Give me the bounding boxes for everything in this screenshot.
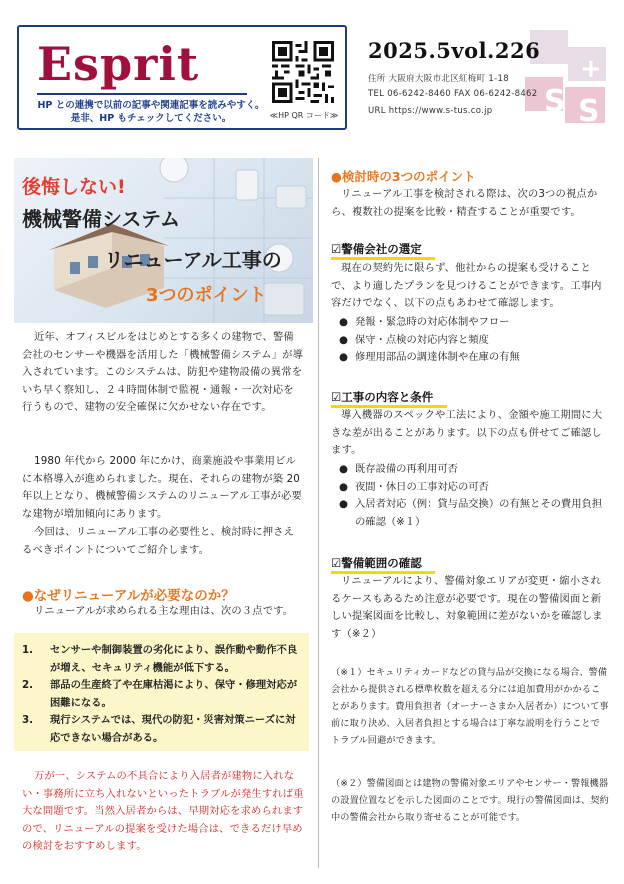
list-item (22, 712, 304, 747)
bullet-text: 既存設備の再利用可否 (355, 463, 458, 475)
hero-headline-4: 3つのポイント (146, 285, 267, 306)
bullet-text: 発報・緊急時の対応体制やフロー (355, 316, 510, 328)
s2-body: 導入機器のスペックや工法により、金額や施工期間に大きな差が出ることがあります。以下の点も併せてご確認します。 (331, 409, 603, 456)
bullet-text: 入居者対応（例：貸与品交換）の有無とその費用負担の確認（※１） (355, 498, 603, 528)
subsection-title: ☑警備会社の選定 (331, 242, 422, 256)
subsection-security-company (331, 241, 422, 257)
qr-code-icon[interactable] (272, 41, 334, 103)
subsection-coverage (331, 555, 422, 571)
s1-body: 現在の契約先に限らず、他社からの提案も受けることで、より適したプランを見つけることができます。工事内容だけでなく、以下の点もあわせて確認します。 (331, 262, 602, 309)
reasons-list (22, 642, 304, 747)
list-number: 3. (22, 714, 34, 726)
bullet-text: 夜間・休日の工事対応の可否 (355, 480, 489, 493)
svg-text:+: + (580, 54, 602, 84)
list-number: 1. (22, 644, 34, 656)
intro-paragraph-1: 近年、オフィスビルをはじめとする多くの建物で、警備会社のセンサーや機器を活用した「機械警備システム」が導入されています。このシステムは、防犯や建物設備の異常をいち早く察知し、２４時間体制で監視・通報・一次対応を行うもので、建物の安全確保に欠かせない存在です。 (22, 331, 304, 413)
s2-bullets (331, 461, 609, 531)
points-lead: リニューアル工事を検討される際は、次の3つの視点から、複数社の提案を比較・精査することが重要です。 (331, 188, 598, 218)
list-item: ● 発報・緊急時の対応体制やフロー (331, 314, 609, 332)
issue-number: 2025.5vol.226 (368, 38, 541, 63)
hero-headline-1: 後悔しない! (22, 176, 126, 198)
subsection-construction (331, 389, 433, 405)
tel-fax: TEL 06-6242-8460 FAX 06-6242-8462 (368, 89, 538, 99)
list-text: 現行システムでは、現代の防犯・災害対策ニーズに対応できない場合がある。 (50, 714, 296, 744)
website-url[interactable]: URL https://www.s-tus.co.jp (368, 106, 493, 116)
svg-text:S: S (578, 94, 600, 129)
header-note-line2: 是非、HP もチェックしてください。 (70, 113, 232, 124)
list-item: ● 既存設備の再利用可否 (331, 461, 609, 479)
s3-body: リニューアルにより、警備対象エリアが変更・縮小されるケースもあるため注意が必要です。現在の警備図面と新しい提案図面を比較し、対象範囲に差がないかを確認します（※２） (331, 575, 603, 640)
subsection-title: ☑警備範囲の確認 (331, 556, 422, 570)
list-item: ● 入居者対応（例：貸与品交換）の有無とその費用負担の確認（※１） (331, 496, 609, 531)
footnote-1: （※１）セキュリティカードなどの貸与品が交換になる場合、警備会社から提供される標準枚数を超える分には追加費用がかかることがあります。費用負担者（オーナーさまか入居者か）について事前に取り決め、入居者負担とする場合は丁寧な説明を行うことでトラブル回避ができます。 (331, 667, 609, 746)
list-number: 2. (22, 679, 34, 691)
list-item: ● 保守・点検の対応内容と頻度 (331, 332, 609, 350)
why-lead: リニューアルが求められる主な理由は、次の３点です。 (34, 605, 294, 617)
bullet-text: 保守・点検の対応内容と頻度 (355, 333, 489, 346)
svg-text:S: S (544, 84, 566, 119)
logo-underline (37, 93, 247, 95)
subsection-title: ☑工事の内容と条件 (331, 390, 434, 404)
points-heading: ●検討時の3つのポイント (331, 169, 476, 184)
bullet-text: 修理用部品の調達体制や在庫の有無 (355, 351, 520, 363)
masthead-box (17, 25, 347, 130)
logo: Esprit (37, 37, 200, 91)
list-text: センサーや制御装置の劣化により、誤作動や動作不良が増え、セキュリティ機能が低下する。 (50, 644, 298, 674)
intro-paragraph-3: 今回は、リニューアル工事の必要性と、検討時に押さえるべきポイントについてご紹介します。 (22, 526, 295, 556)
list-item: ● 夜間・休日の工事対応の可否 (331, 479, 609, 497)
hero-headline-2: 機械警備システム (22, 207, 180, 231)
list-item (22, 677, 304, 712)
list-item (22, 642, 304, 677)
list-text: 部品の生産終了や在庫枯渇により、保守・修理対応が困難になる。 (50, 679, 298, 709)
header-note (31, 99, 271, 125)
qr-label: ≪HP QR コード≫ (269, 111, 339, 120)
why-heading: ●なぜリニューアルが必要なのか？ (22, 588, 235, 604)
address: 住所 大阪府大阪市北区紅梅町 1-18 (368, 74, 509, 84)
hero-headline-3: リニューアル工事の (104, 248, 282, 272)
intro-paragraph-2: 1980 年代から 2000 年にかけ、商業施設や事業用ビルに本格導入が進められました。現在、それらの建物が築 20 年以上となり、機械警備システムのリニューアル工事が必要な建物が増加傾向にあります。 (22, 455, 302, 520)
s1-bullets (331, 314, 609, 367)
column-divider (318, 158, 319, 868)
warning-paragraph: 万が一、システムの不具合により入居者が建物に入れない・事務所に立ち入れないといったトラブルが発生すれば重大な問題です。当然入居者からは、早期対応を求められますので、リニューアルの提案を受けた場合は、できるだけ早めの検討をおすすめします。 (22, 770, 304, 852)
hero-banner (14, 158, 313, 323)
header-note-line1: HP との連携で以前の記事や関連記事を読みやすく。 (37, 100, 265, 111)
list-item: ● 修理用部品の調達体制や在庫の有無 (331, 349, 609, 367)
footnote-2: （※２）警備図面とは建物の警備対象エリアやセンサー・警報機器の設置位置などを示した図面のことです。現行の警備図面は、契約中の警備会社から取り寄せることが可能です。 (331, 778, 609, 823)
